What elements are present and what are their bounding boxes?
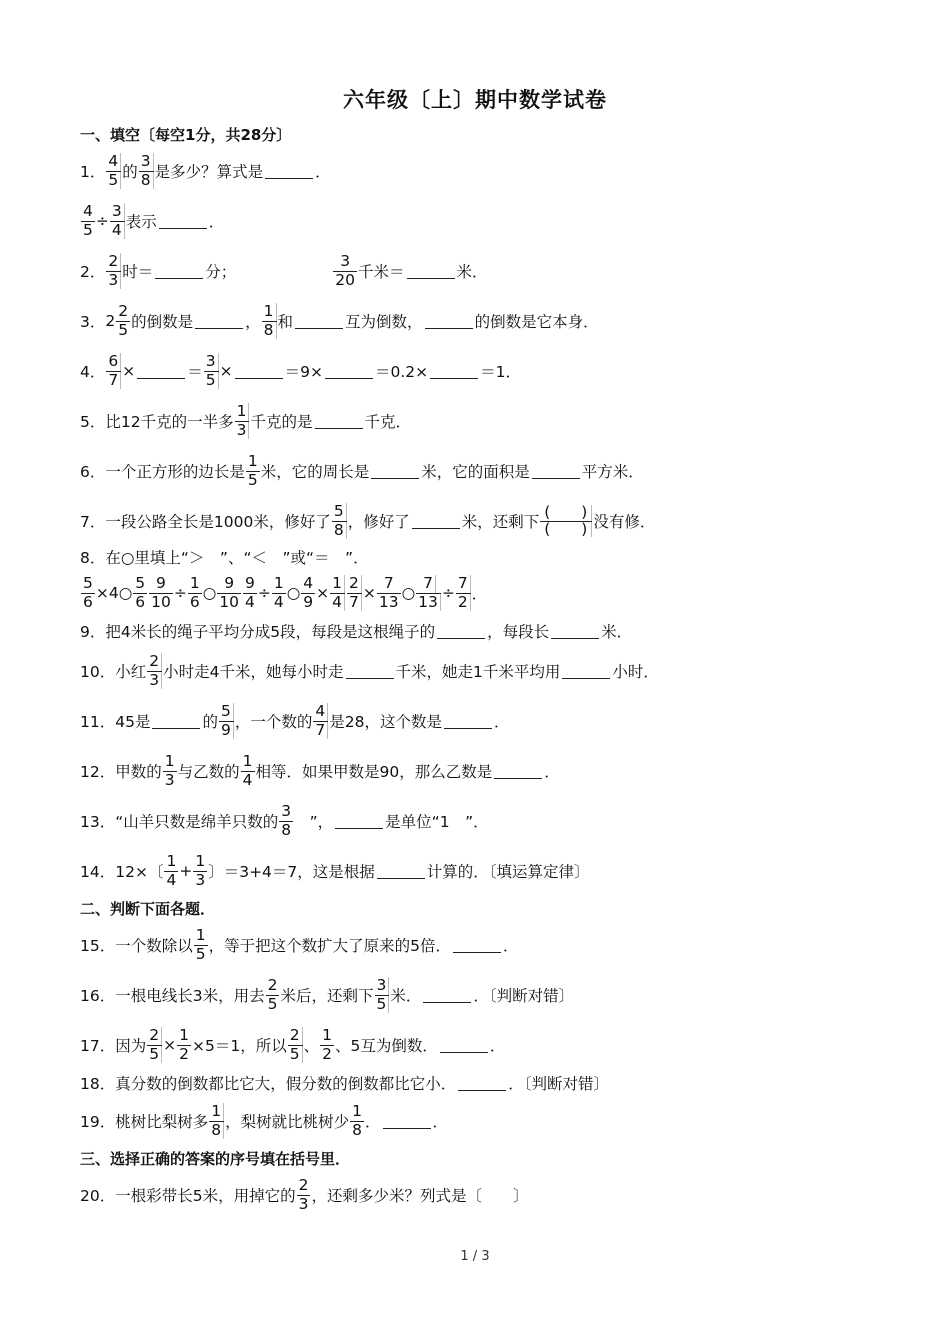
answer-blank[interactable] xyxy=(346,664,394,679)
fraction: $\frac{3}{20}$ xyxy=(335,252,356,289)
section-3-heading: 三、选择正确的答案的序号填在括号里． xyxy=(80,1150,351,1168)
fraction: $\frac{2}{3}$ xyxy=(147,653,162,689)
question-3: 3． 2 $\frac{2}{5}$ 的倒数是 ， $\frac{1}{8}$ 和 互为倒数， 的倒数是它本身． xyxy=(80,302,599,339)
fraction: $\frac{5}{8}$ xyxy=(332,503,347,539)
fraction: $\frac{1}{8}$ xyxy=(209,1103,224,1139)
question-9: 9． 把4米长的绳子平均分成5段，每段是这根绳子的 ，每段长 米． xyxy=(80,623,633,641)
fraction: $\frac{7}{13}$ xyxy=(416,575,441,611)
fraction: $\frac{1}{3}$ xyxy=(235,403,250,439)
question-10: 10． 小红 $\frac{2}{3}$ 小时走4千米，她每小时走 千米，她走1千米平均用 小时． xyxy=(80,652,659,689)
fraction: $\frac{3}{5}$ xyxy=(375,977,390,1013)
answer-fraction-blank[interactable]: $\frac{( )}{( )}$ xyxy=(540,505,592,537)
answer-blank[interactable] xyxy=(265,164,313,179)
fraction: $\frac{3}{4}$ xyxy=(110,203,125,239)
fraction: $\frac{9}{4}$ xyxy=(245,574,255,611)
fraction: $\frac{1}{8}$ xyxy=(262,303,277,339)
fraction: $\frac{1}{2}$ xyxy=(322,1026,332,1063)
question-12: 12． 甲数的 $\frac{1}{3}$ 与乙数的 $\frac{1}{4}$ 相等．如果甲数是90，那么乙数是 ． xyxy=(80,752,560,789)
page-number: 1 / 3 xyxy=(460,1249,490,1264)
answer-blank[interactable] xyxy=(159,214,207,229)
section-1-heading: 一、填空〔每空1分，共28分〕 xyxy=(80,126,292,144)
question-14: 14． 12×〔 $\frac{1}{4}$ + $\frac{1}{3}$ 〕＝3+4＝7，这是根据 计算的．〔填运算定律〕 xyxy=(80,852,590,889)
fraction: $\frac{3}{8}$ xyxy=(281,802,292,839)
fraction: $\frac{1}{5}$ xyxy=(195,926,206,963)
question-17: 17． 因为 $\frac{2}{5}$ × $\frac{1}{2}$ ×5＝1，所以 $\frac{2}{5}$ 、 $\frac{1}{2}$ 、5互为倒数． ． xyxy=(80,1026,506,1063)
fraction: $\frac{4}{7}$ xyxy=(313,703,328,739)
question-6: 6． 一个正方形的边长是 $\frac{1}{5}$ 米，它的周长是 米，它的面积是 平方米． xyxy=(80,452,644,489)
answer-blank[interactable] xyxy=(152,714,200,729)
fraction: $\frac{3}{5}$ xyxy=(204,353,219,389)
question-15: 15． 一个数除以 $\frac{1}{5}$ ，等于把这个数扩大了原来的5倍． ． xyxy=(80,926,519,963)
fraction: $\frac{1}{6}$ xyxy=(189,574,200,611)
question-2: 2． $\frac{2}{3}$ 时＝ 分； $\frac{3}{20}$ 千米＝ 米． xyxy=(80,252,488,289)
question-5: 5． 比12千克的一半多 $\frac{1}{3}$ 千克的是 千克． xyxy=(80,402,412,439)
fraction: $\frac{1}{4}$ xyxy=(242,752,253,789)
answer-blank[interactable] xyxy=(371,464,419,479)
fraction: $\frac{2}{7}$ xyxy=(347,575,362,611)
fraction: $\frac{9}{10}$ xyxy=(219,574,239,611)
fraction: $\frac{5}{6}$ xyxy=(83,574,93,611)
answer-blank[interactable] xyxy=(444,714,492,729)
question-16: 16． 一根电线长3米，用去 $\frac{2}{5}$ 米后，还剩下 $\frac{3}{5}$ 米． ．〔判断对错〕 xyxy=(80,976,575,1013)
question-1-part-b: $\frac{4}{5}$ ÷ $\frac{3}{4}$ 表示 ． xyxy=(83,202,225,239)
fraction: $\frac{1}{3}$ xyxy=(164,752,175,789)
answer-blank[interactable] xyxy=(315,414,363,429)
question-13: 13． “山羊只数是绵羊只数的 $\frac{3}{8}$ ”， 是单位“1 ”． xyxy=(80,802,489,839)
fraction: $\frac{1}{2}$ xyxy=(179,1026,189,1063)
question-4: 4． $\frac{6}{7}$ × ＝ $\frac{3}{5}$ × ＝9× ＝0.2× ＝1． xyxy=(80,352,522,389)
answer-blank[interactable] xyxy=(430,364,478,379)
fraction: $\frac{5}{6}$ xyxy=(135,574,146,611)
question-18: 18． 真分数的倒数都比它大，假分数的倒数都比它小． ．〔判断对错〕 xyxy=(80,1075,610,1093)
answer-blank[interactable] xyxy=(425,314,473,329)
fraction: $\frac{9}{10}$ xyxy=(151,574,171,611)
fraction: $\frac{7}{2}$ xyxy=(456,575,471,611)
answer-blank[interactable] xyxy=(235,364,283,379)
answer-blank[interactable] xyxy=(551,624,599,639)
answer-blank[interactable] xyxy=(412,514,460,529)
fraction: $\frac{7}{13}$ xyxy=(378,574,399,611)
fraction: $\frac{5}{9}$ xyxy=(219,703,234,739)
question-1: 1． $\frac{4}{5}$ 的 $\frac{3}{8}$ 是多少？算式是 ． xyxy=(80,152,331,189)
fraction: $\frac{2}{5}$ xyxy=(147,1027,162,1063)
answer-blank[interactable] xyxy=(532,464,580,479)
fraction: $\frac{4}{9}$ xyxy=(303,574,314,611)
fraction: $\frac{2}{5}$ xyxy=(288,1027,303,1063)
fraction: $\frac{1}{4}$ xyxy=(330,575,345,611)
answer-blank[interactable] xyxy=(407,264,455,279)
question-7: 7． 一段公路全长是1000米，修好了 $\frac{5}{8}$ ，修好了 米，还剩下 $\frac{( )}{( )}$ 没有修． xyxy=(80,502,656,539)
fraction: $\frac{4}{5}$ xyxy=(106,153,121,189)
fraction: $\frac{1}{5}$ xyxy=(247,452,258,489)
answer-blank[interactable] xyxy=(195,314,243,329)
mixed-number: 2 $\frac{2}{5}$ xyxy=(105,302,129,339)
page-title: 六年级〔上〕期中数学试卷 xyxy=(343,88,607,112)
fraction: $\frac{2}{3}$ xyxy=(298,1176,309,1213)
section-2-heading: 二、判断下面各题． xyxy=(80,900,216,918)
answer-blank[interactable] xyxy=(383,1114,431,1129)
answer-blank[interactable] xyxy=(137,364,185,379)
answer-blank[interactable] xyxy=(423,988,471,1003)
fraction: $\frac{3}{8}$ xyxy=(139,153,154,189)
fraction: $\frac{2}{3}$ xyxy=(106,253,121,289)
answer-blank[interactable] xyxy=(440,1038,488,1053)
question-8-expressions: $\frac{5}{6}$ ×4○ $\frac{5}{6}$ $\frac{9}{10}$ ÷ $\frac{1}{6}$ ○ $\frac{9}{10}$ $\frac{9}{4}$ ÷ $\frac{1}{4}$ ○ $\frac{4}{9}$ × $\frac{1}{4}$ $\frac{2}{7}$ × $\frac{7}{13}$ ○ $\frac{7}{13}$ ÷ $\frac{7}{2}$ ． xyxy=(83,574,488,611)
answer-blank[interactable] xyxy=(295,314,343,329)
answer-blank[interactable] xyxy=(325,364,373,379)
answer-blank[interactable] xyxy=(494,764,542,779)
answer-blank[interactable] xyxy=(437,624,485,639)
answer-blank[interactable] xyxy=(335,814,383,829)
fraction: $\frac{2}{5}$ xyxy=(267,976,278,1013)
answer-blank[interactable] xyxy=(377,864,425,879)
question-20: 20． 一根彩带长5米，用掉它的 $\frac{2}{3}$ ，还剩多少米？列式是〔 〕 xyxy=(80,1176,529,1213)
fraction: $\frac{1}{3}$ xyxy=(195,852,206,889)
answer-blank[interactable] xyxy=(155,264,203,279)
question-8: 8． 在○里填上“＞ ”、“＜ ”或“＝ ”． xyxy=(80,549,369,567)
answer-blank[interactable] xyxy=(562,664,610,679)
fraction: $\frac{1}{8}$ xyxy=(352,1102,363,1139)
question-11: 11． 45是 的 $\frac{5}{9}$ ，一个数的 $\frac{4}{7}$ 是28，这个数是 ． xyxy=(80,702,510,739)
question-19: 19． 桃树比梨树多 $\frac{1}{8}$ ，梨树就比桃树少 $\frac{1}{8}$ ． ． xyxy=(80,1102,449,1139)
fraction: $\frac{4}{5}$ xyxy=(83,202,93,239)
fraction: $\frac{6}{7}$ xyxy=(106,353,121,389)
fraction: $\frac{2}{5}$ xyxy=(118,302,129,339)
fraction: $\frac{1}{4}$ xyxy=(273,574,284,611)
answer-blank[interactable] xyxy=(453,938,501,953)
fraction: $\frac{1}{4}$ xyxy=(166,852,177,889)
answer-blank[interactable] xyxy=(458,1076,506,1091)
